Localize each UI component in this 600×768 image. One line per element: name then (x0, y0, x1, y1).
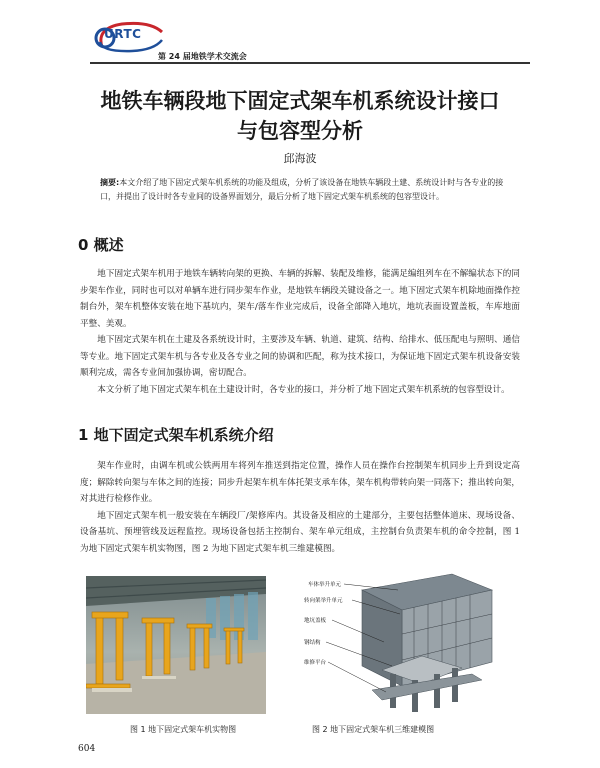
figure-1-photo (86, 576, 266, 714)
conference-name: 第 24 届地铁学术交流会 (158, 52, 247, 61)
paragraph: 地下固定式架车机在土建及各系统设计时，主要涉及车辆、轨道、建筑、结构、给排水、低压配电与照明、通信等专业。地下固定式架车机与各专业及各专业之间的协调和匹配，称为技术接口，为保证地下固定式架车机设备安装顺利完成，需各专业间加强协调，密切配合。 (80, 335, 520, 378)
paragraph: 地下固定式架车机用于地铁车辆转向架的更换、车辆的拆解、装配及维修，能满足编组列车在不解编状态下的同步架车作业，同时也可以对单辆车进行同步架车作业，是地铁车辆段关键设备之一。地下固定式架车机除地面操作控制台外，架车机整体安装在地下基坑内，架车/落车作业完成后，设备全部降入地坑，地坑表面设置盖板，车库地面平整、美观。 (80, 269, 520, 329)
title-line-2: 与包容型分析 (237, 119, 363, 143)
abstract-text: 本文介绍了地下固定式架车机系统的功能及组成，分析了该设备在地铁车辆段土建、系统设计时与各专业的接口，并提出了设计时各专业间的设备界面划分，最后分析了地下固定式架车机系统的包容型设计。 (100, 178, 504, 201)
paragraph: 架车作业时，由调车机或公铁两用车将列车推送到指定位置，操作人员在操作台控制架车机同步上升到设定高度；解除转向架与车体之间的连接；同步升起架车机车体托架支承车体，架车机构带转向架一同落下；推出转向架，对其进行检修作业。 (80, 461, 520, 504)
label-maintenance-platform: 维修平台 (304, 660, 327, 666)
label-pit-cover: 地坑盖板 (304, 618, 327, 624)
title-line-1: 地铁车辆段地下固定式架车机系统设计接口 (100, 89, 500, 113)
author: 邱海波 (283, 152, 317, 165)
abstract-label: 摘要: (100, 178, 120, 187)
figure-1-caption: 图 1 地下固定式架车机实物图 (130, 725, 237, 734)
paper-title (60, 86, 540, 146)
paragraph: 地下固定式架车机一般安装在车辆段厂/架修库内。其设备及相应的土建部分，主要包括整体道床、现场设备、设备基坑、预埋管线及远程监控。现场设备包括主控制台、架车单元组成，主控制台负责架车机的命令控制，图 1 为地下固定式架车机实物图，图 2 为地下固定式架车机三维建模图。 (80, 510, 520, 554)
section-1-body (80, 458, 520, 557)
label-bogie-lift: 转向架举升单元 (304, 598, 343, 604)
figure-2-caption: 图 2 地下固定式架车机三维建模图 (312, 725, 435, 734)
abstract (100, 176, 510, 204)
paragraph: 本文分析了地下固定式架车机在土建设计时，各专业的接口，并分析了地下固定式架车机系统的包容型设计。 (97, 384, 510, 395)
label-body-lift: 车体举升单元 (308, 582, 342, 588)
page-header (0, 0, 600, 70)
header-rule (90, 62, 530, 64)
label-steel-structure: 钢结构 (304, 640, 321, 646)
figure-2-model (302, 570, 498, 718)
section-heading-0: 0 概述 (78, 236, 124, 254)
logo-text: URTC (104, 27, 142, 41)
section-heading-1: 1 地下固定式架车机系统介绍 (78, 426, 274, 444)
page-number: 604 (78, 744, 96, 754)
section-0-body (80, 266, 520, 398)
